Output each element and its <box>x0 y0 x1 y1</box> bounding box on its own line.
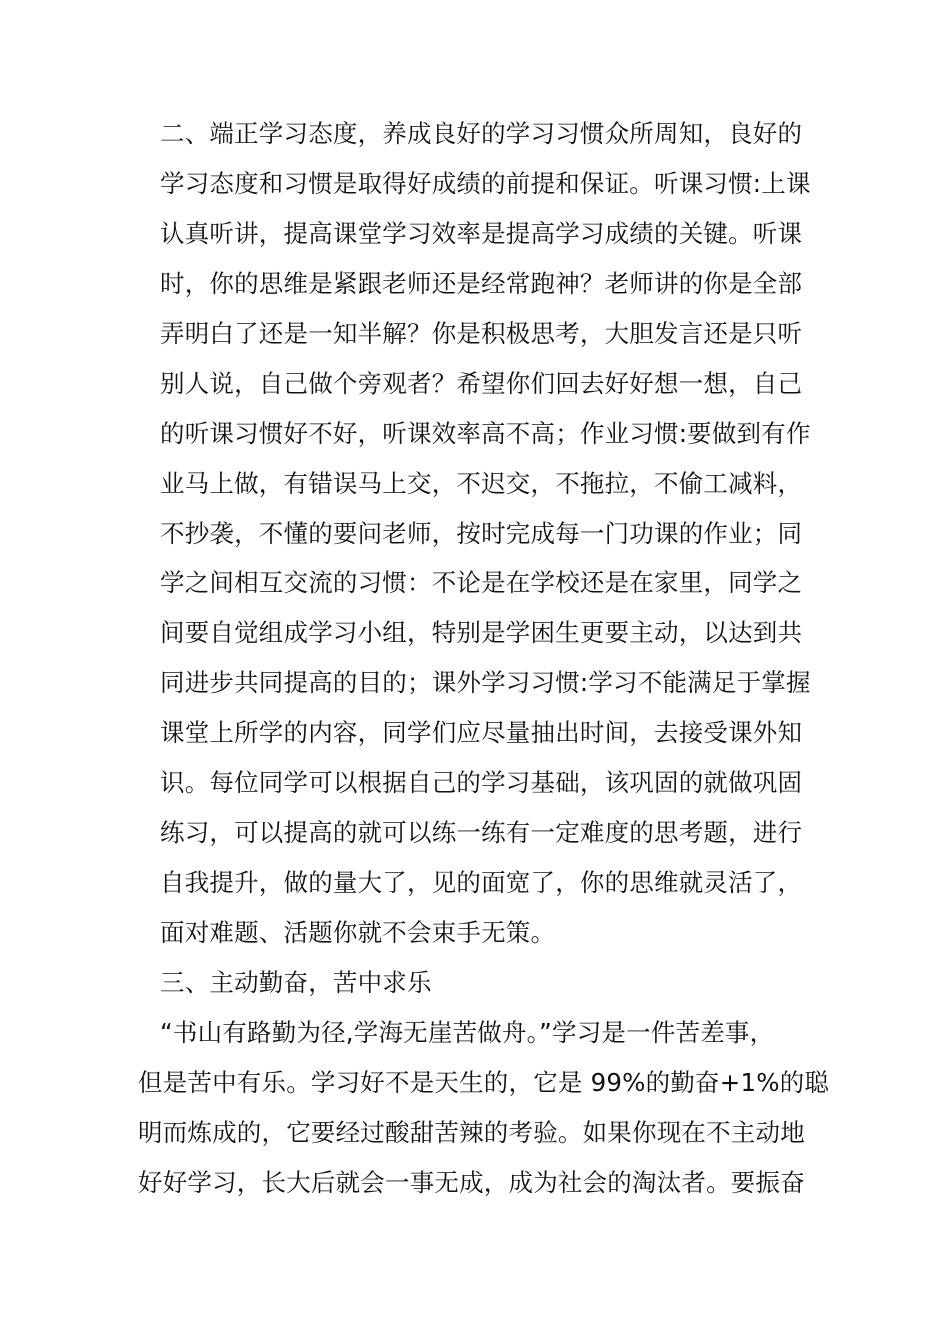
section2-line-17: 面对难题、活题你就不会束手无策。 <box>160 918 556 947</box>
section3-line-4: 好好学习，长大后就会一事无成，成为社会的淘汰者。要振奋 <box>138 1168 805 1197</box>
section2-line-1: 二、端正学习态度，养成良好的学习习惯众所周知，良好的 <box>160 119 803 148</box>
section3-line-2: 但是苦中有乐。学习好不是天生的，它是 99%的勤奋+1%的聪 <box>138 1068 830 1097</box>
section2-line-8: 业马上做，有错误马上交，不迟交，不拖拉，不偷工减料， <box>160 469 803 498</box>
section3-line-1: “书山有路勤为径,学海无崖苦做舟。”学习是一件苦差事， <box>160 1018 775 1047</box>
section2-line-7: 的听课习惯好不好，听课效率高不高；作业习惯:要做到有作 <box>160 419 811 448</box>
section2-line-3: 认真听讲，提高课堂学习效率是提高学习成绩的关键。听课 <box>160 219 803 248</box>
section2-line-9: 不抄袭，不懂的要问老师，按时完成每一门功课的作业；同 <box>160 519 803 548</box>
section2-line-15: 练习，可以提高的就可以练一练有一定难度的思考题，进行 <box>160 818 803 847</box>
section2-line-2: 学习态度和习惯是取得好成绩的前提和保证。听课习惯:上课 <box>160 169 811 198</box>
section3-heading: 三、主动勤奋，苦中求乐 <box>160 968 432 997</box>
section2-line-6: 别人说，自己做个旁观者？希望你们回去好好想一想，自己 <box>160 369 803 398</box>
section2-line-14: 识。每位同学可以根据自己的学习基础，该巩固的就做巩固 <box>160 768 803 797</box>
section2-line-16: 自我提升，做的量大了，见的面宽了，你的思维就灵活了， <box>160 868 803 897</box>
section2-line-4: 时，你的思维是紧跟老师还是经常跑神？老师讲的你是全部 <box>160 269 803 298</box>
section2-line-13: 课堂上所学的内容，同学们应尽量抽出时间，去接受课外知 <box>160 718 803 747</box>
section3-line-3: 明而炼成的，它要经过酸甜苦辣的考验。如果你现在不主动地 <box>138 1118 805 1147</box>
section2-line-12: 同进步共同提高的目的；课外学习习惯:学习不能满足于掌握 <box>160 668 811 697</box>
section2-line-10: 学之间相互交流的习惯：不论是在学校还是在家里，同学之 <box>160 568 803 597</box>
section2-line-11: 间要自觉组成学习小组，特别是学困生更要主动，以达到共 <box>160 618 803 647</box>
section2-line-5: 弄明白了还是一知半解？你是积极思考，大胆发言还是只听 <box>160 319 803 348</box>
